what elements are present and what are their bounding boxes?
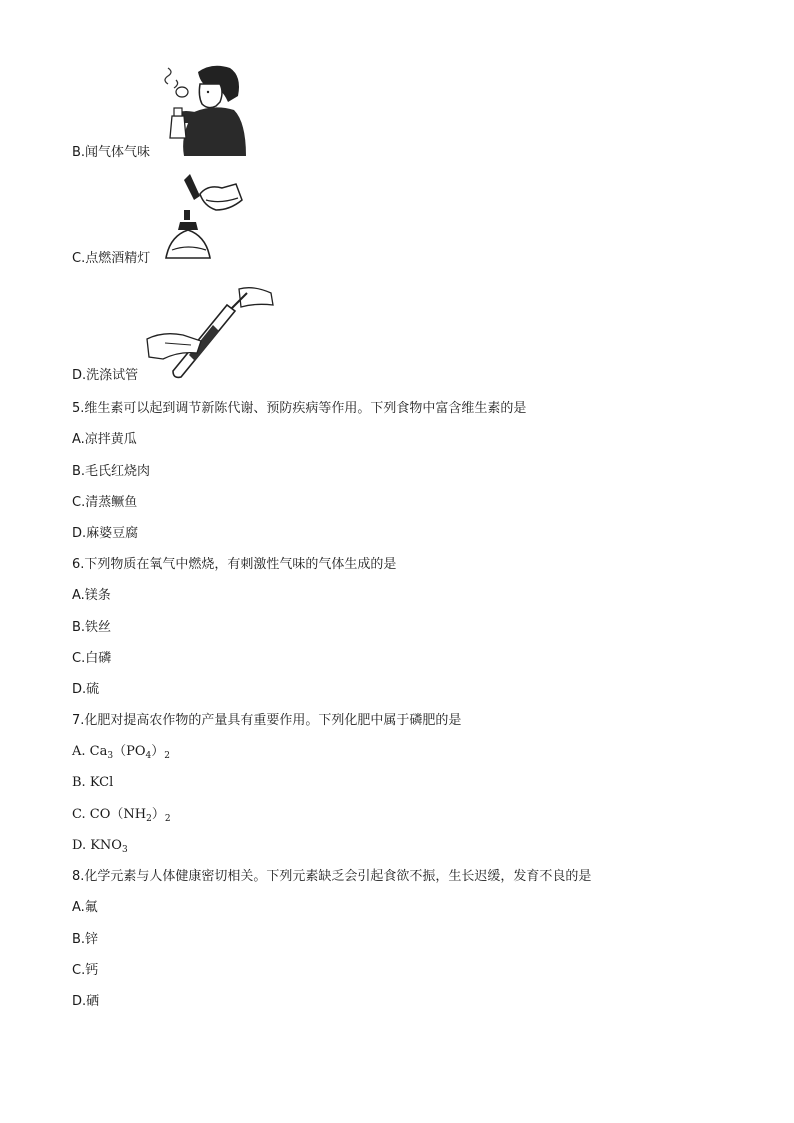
q8-option-d: D.硒 (72, 994, 100, 1009)
q4-option-d: D.洗涤试管 (72, 368, 139, 383)
q7-c-sub1: 2 (146, 814, 152, 824)
q8-option-a: A.氟 (72, 900, 98, 915)
alcohol-lamp-figure (160, 170, 250, 262)
q8-stem: 8.化学元素与人体健康密切相关。下列元素缺乏会引起食欲不振，生长迟缓，发育不良的是 (72, 869, 592, 884)
q4-option-c: C.点燃酒精灯 (72, 251, 151, 266)
q8-option-c: C.钙 (72, 963, 99, 978)
q7-d-sub1: 3 (121, 845, 128, 855)
q7-stem: 7.化肥对提高农作物的产量具有重要作用。下列化肥中属于磷肥的是 (72, 713, 462, 728)
q6-option-d: D.硫 (72, 682, 100, 697)
q7-a-sub3: 2 (164, 751, 170, 761)
q7-a-mid: （PO (113, 744, 146, 759)
q7-c-close: ） (151, 807, 165, 822)
q7-c-sub2: 2 (164, 814, 171, 824)
q4-option-b: B.闻气体气味 (72, 145, 151, 160)
q6-option-a: A.镁条 (72, 588, 111, 603)
q7-a-close: ） (151, 744, 165, 759)
q5-stem: 5.维生素可以起到调节新陈代谢、预防疾病等作用。下列食物中富含维生素的是 (72, 401, 527, 416)
q8-option-b: B.锌 (72, 932, 99, 947)
washing-test-tube-figure (143, 279, 279, 381)
q5-option-a: A.凉拌黄瓜 (72, 432, 137, 447)
q7-option-d (72, 838, 128, 854)
q5-option-c: C.清蒸鳜鱼 (72, 495, 138, 510)
q7-a-prefix: A. Ca (72, 744, 108, 759)
smelling-gas-figure (154, 62, 248, 158)
q7-c-prefix: C. CO（NH (72, 807, 147, 822)
q7-a-sub1: 3 (107, 751, 114, 761)
q6-option-b: B.铁丝 (72, 620, 112, 635)
q7-option-a (72, 744, 170, 760)
q7-a-sub2: 4 (145, 751, 152, 761)
q5-option-b: B.毛氏红烧肉 (72, 464, 151, 479)
q6-option-c: C.白磷 (72, 651, 112, 666)
q6-stem: 6.下列物质在氧气中燃烧，有刺激性气味的气体生成的是 (72, 557, 397, 572)
q7-d-prefix: D. KNO (72, 838, 122, 853)
q7-option-c (72, 807, 171, 823)
q7-option-b: B. KCl (72, 775, 114, 790)
q5-option-d: D.麻婆豆腐 (72, 526, 139, 541)
